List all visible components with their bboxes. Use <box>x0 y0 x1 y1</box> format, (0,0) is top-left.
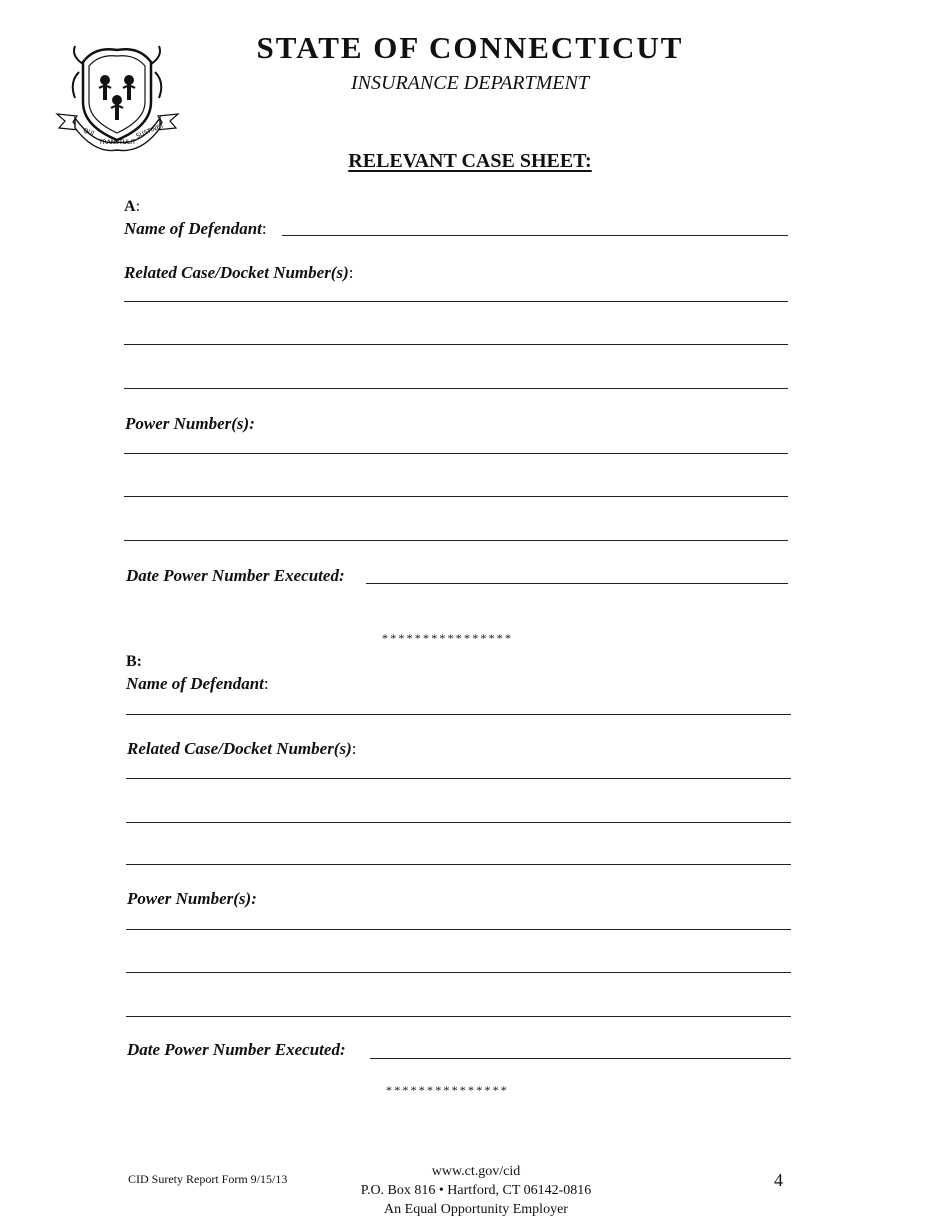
section-b-power-field-1[interactable] <box>126 929 791 930</box>
section-b-power-field-3[interactable] <box>126 1016 791 1017</box>
state-heading: STATE OF CONNECTICUT <box>256 30 684 65</box>
section-b-docket-label: Related Case/Docket Number(s): <box>127 739 357 758</box>
section-a-date-field[interactable] <box>366 583 788 584</box>
section-b-docket-field-2[interactable] <box>126 822 791 823</box>
svg-text:SUSTINET: SUSTINET <box>135 122 165 140</box>
sheet-title: RELEVANT CASE SHEET: <box>348 150 592 172</box>
section-a-letter: A: <box>124 198 141 215</box>
page-number: 4 <box>774 1170 783 1190</box>
section-a-date-label: Date Power Number Executed: <box>126 566 345 585</box>
section-a-defendant-field[interactable] <box>282 235 788 236</box>
svg-text:TRANSTULIT: TRANSTULIT <box>99 139 136 146</box>
section-a-docket-field-2[interactable] <box>124 344 788 345</box>
footer-address: P.O. Box 816 • Hartford, CT 06142-0816 <box>360 1183 592 1198</box>
section-a-power-field-3[interactable] <box>124 540 788 541</box>
form-identifier: CID Surety Report Form 9/15/13 <box>128 1172 288 1186</box>
section-b-defendant-label: Name of Defendant: <box>126 674 269 693</box>
section-a-power-field-2[interactable] <box>124 496 788 497</box>
section-b-date-label: Date Power Number Executed: <box>127 1040 346 1059</box>
footer-employer: An Equal Opportunity Employer <box>384 1202 568 1217</box>
section-a-defendant-label: Name of Defendant: <box>124 219 267 238</box>
section-a-power-label: Power Number(s): <box>125 414 255 433</box>
footer-website: www.ct.gov/cid <box>431 1164 521 1179</box>
section-b-power-label: Power Number(s): <box>127 889 257 908</box>
section-a-docket-field-3[interactable] <box>124 388 788 389</box>
section-b-docket-field-3[interactable] <box>126 864 791 865</box>
department-subheading: INSURANCE DEPARTMENT <box>351 72 589 94</box>
section-b-docket-field-1[interactable] <box>126 778 791 779</box>
section-b-letter: B: <box>126 653 142 670</box>
section-a-power-field-1[interactable] <box>124 453 788 454</box>
section-b-date-field[interactable] <box>370 1058 791 1059</box>
section-a-docket-label: Related Case/Docket Number(s): <box>124 263 354 282</box>
section-a-docket-field-1[interactable] <box>124 301 788 302</box>
section-b-defendant-field[interactable] <box>126 714 791 715</box>
section-b-power-field-2[interactable] <box>126 972 791 973</box>
separator-stars-2: *************** <box>386 1083 509 1097</box>
separator-stars-1: **************** <box>382 631 514 645</box>
svg-text:QUI: QUI <box>82 127 95 138</box>
